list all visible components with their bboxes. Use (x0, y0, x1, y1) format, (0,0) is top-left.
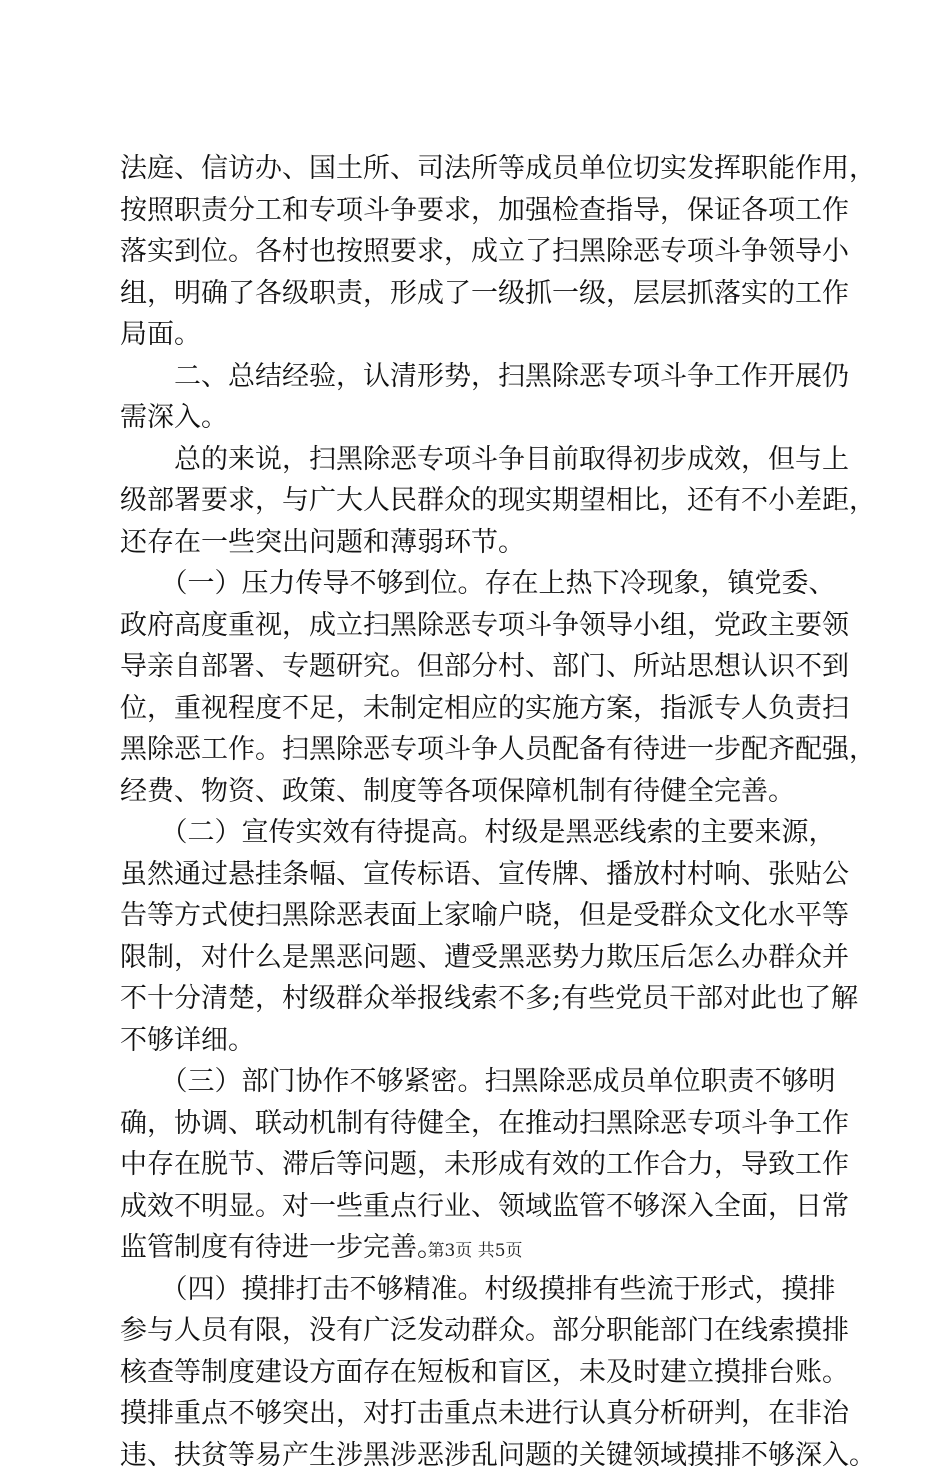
text-line: （四）摸排打击不够精准。村级摸排有些流于形式，摸排 (120, 1269, 840, 1311)
section-heading-line: 二、总结经验，认清形势，扫黑除恶专项斗争工作开展仍 (120, 356, 840, 398)
text-line: 局面。 (120, 314, 840, 356)
text-line: 不十分清楚，村级群众举报线索不多;有些党员干部对此也了解 (120, 978, 840, 1020)
text-line: 组，明确了各级职责，形成了一级抓一级，层层抓落实的工作 (120, 273, 840, 315)
text-line: 位，重视程度不足，未制定相应的实施方案，指派专人负责扫 (120, 688, 840, 730)
text-line: 落实到位。各村也按照要求，成立了扫黑除恶专项斗争领导小 (120, 231, 840, 273)
text-line: 中存在脱节、滞后等问题，未形成有效的工作合力，导致工作 (120, 1144, 840, 1186)
text-line: 黑除恶工作。扫黑除恶专项斗争人员配备有待进一步配齐配强， (120, 729, 840, 771)
text-line: 级部署要求，与广大人民群众的现实期望相比，还有不小差距， (120, 480, 840, 522)
text-line: 监管制度有待进一步完善。 (120, 1227, 840, 1269)
text-line: 违、扶贫等易产生涉黑涉恶涉乱问题的关键领域摸排不够深入。 (120, 1435, 840, 1476)
text-line: 成效不明显。对一些重点行业、领域监管不够深入全面，日常 (120, 1186, 840, 1228)
text-line: 虽然通过悬挂条幅、宣传标语、宣传牌、播放村村响、张贴公 (120, 854, 840, 896)
text-line: （一）压力传导不够到位。存在上热下冷现象，镇党委、 (120, 563, 840, 605)
text-line: 经费、物资、政策、制度等各项保障机制有待健全完善。 (120, 771, 840, 813)
page-number-footer: 第3页 共5页 (0, 1240, 950, 1262)
text-line: 确，协调、联动机制有待健全，在推动扫黑除恶专项斗争工作 (120, 1103, 840, 1145)
text-line: 总的来说，扫黑除恶专项斗争目前取得初步成效，但与上 (120, 439, 840, 481)
text-line: 不够详细。 (120, 1020, 840, 1062)
document-body (120, 148, 840, 1476)
section-heading-line: 需深入。 (120, 397, 840, 439)
text-line: 告等方式使扫黑除恶表面上家喻户晓，但是受群众文化水平等 (120, 895, 840, 937)
text-line: （三）部门协作不够紧密。扫黑除恶成员单位职责不够明 (120, 1061, 840, 1103)
text-line: 政府高度重视，成立扫黑除恶专项斗争领导小组，党政主要领 (120, 605, 840, 647)
text-line: 法庭、信访办、国土所、司法所等成员单位切实发挥职能作用， (120, 148, 840, 190)
text-line: 限制，对什么是黑恶问题、遭受黑恶势力欺压后怎么办群众并 (120, 937, 840, 979)
text-line: 还存在一些突出问题和薄弱环节。 (120, 522, 840, 564)
text-line: 按照职责分工和专项斗争要求，加强检查指导，保证各项工作 (120, 190, 840, 232)
text-line: 导亲自部署、专题研究。但部分村、部门、所站思想认识不到 (120, 646, 840, 688)
text-line: 摸排重点不够突出，对打击重点未进行认真分析研判，在非治 (120, 1393, 840, 1435)
text-line: 参与人员有限，没有广泛发动群众。部分职能部门在线索摸排 (120, 1310, 840, 1352)
text-line: 核查等制度建设方面存在短板和盲区，未及时建立摸排台账。 (120, 1352, 840, 1394)
text-line: （二）宣传实效有待提高。村级是黑恶线索的主要来源， (120, 812, 840, 854)
